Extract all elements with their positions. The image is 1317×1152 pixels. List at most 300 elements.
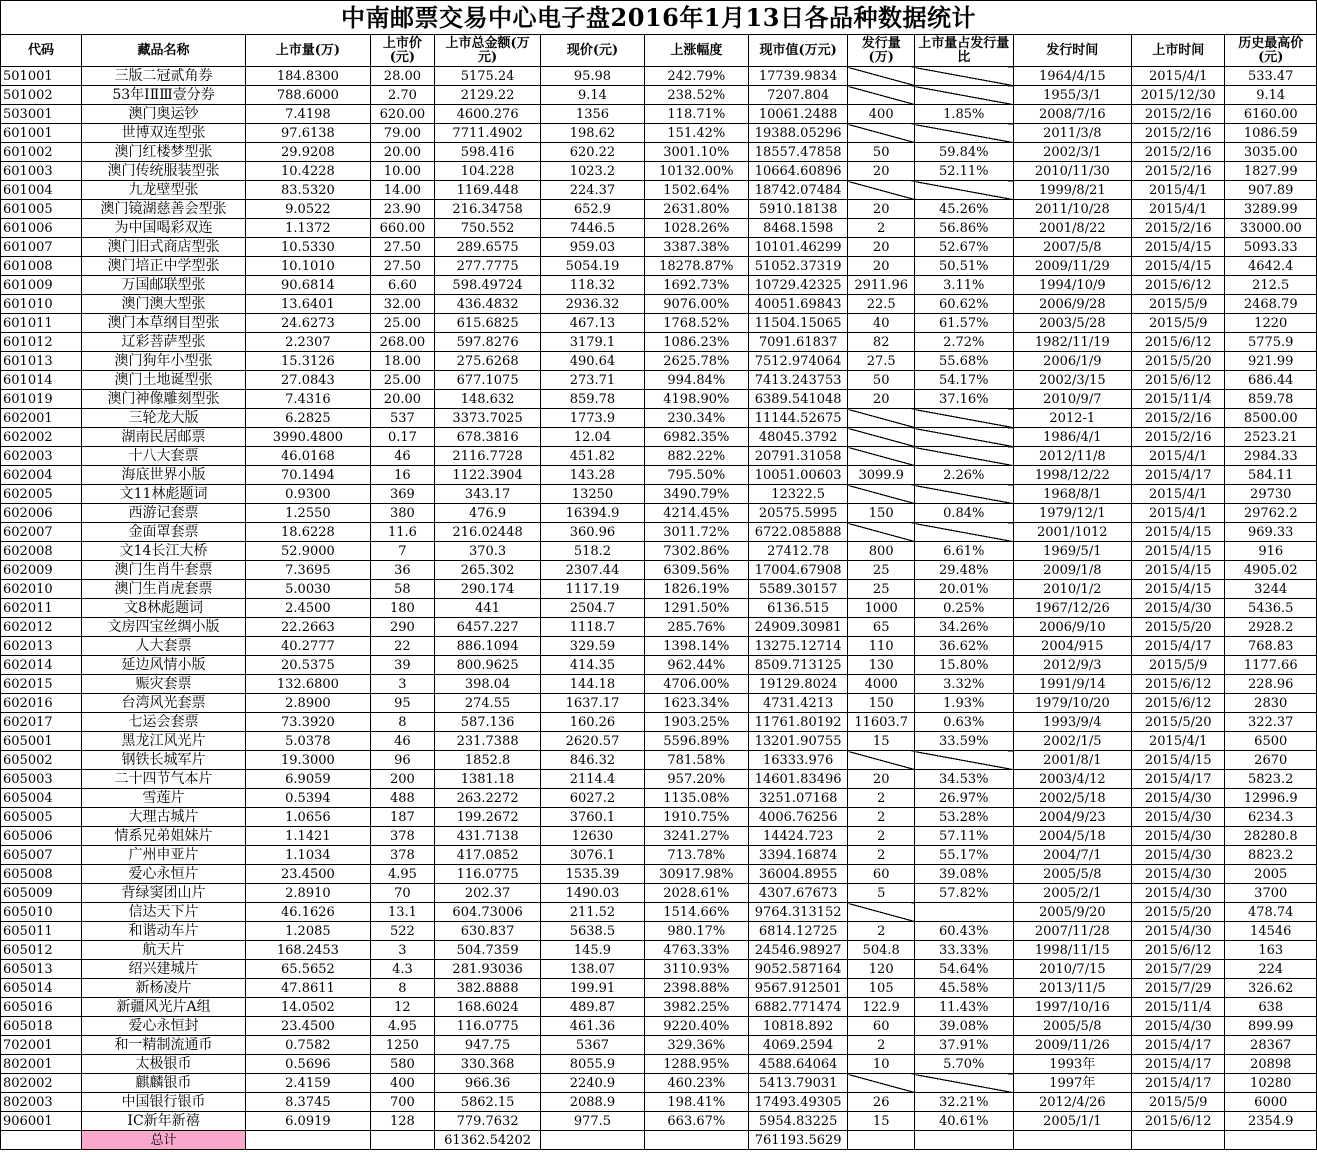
cell-listed-amount[interactable]: 476.9	[435, 504, 541, 523]
cell-listed-qty[interactable]: 18.6228	[246, 523, 371, 542]
cell-market-value[interactable]: 10729.42325	[748, 276, 848, 295]
cell-issue-qty[interactable]: 26	[848, 1093, 914, 1112]
cell-code[interactable]: 605006	[1, 827, 82, 846]
cell-hist-high[interactable]: 3289.99	[1225, 200, 1317, 219]
cell-issue-date[interactable]: 2005/1/1	[1013, 1112, 1131, 1131]
cell-rise[interactable]: 1768.52%	[644, 314, 748, 333]
cell-listed-price[interactable]: 8	[370, 979, 434, 998]
cell-market-value[interactable]: 19129.8024	[748, 675, 848, 694]
cell-current-price[interactable]: 2307.44	[541, 561, 645, 580]
cell-market-value[interactable]: 24546.98927	[748, 941, 848, 960]
cell-listing-date[interactable]: 2015/4/17	[1131, 466, 1224, 485]
cell-rise[interactable]: 9076.00%	[644, 295, 748, 314]
cell-current-price[interactable]: 6027.2	[541, 789, 645, 808]
cell-listed-ratio[interactable]: 34.26%	[914, 618, 1013, 637]
cell-issue-date[interactable]: 2006/9/10	[1013, 618, 1131, 637]
cell-listed-price[interactable]: 537	[370, 409, 434, 428]
cell-issue-qty[interactable]: 60	[848, 865, 914, 884]
cell-listed-amount[interactable]: 265.302	[435, 561, 541, 580]
cell-hist-high[interactable]: 6000	[1225, 1093, 1317, 1112]
cell-listed-amount[interactable]: 1122.3904	[435, 466, 541, 485]
cell-listed-amount[interactable]: 886.1094	[435, 637, 541, 656]
cell-market-value[interactable]: 40051.69843	[748, 295, 848, 314]
total-label[interactable]: 总计	[82, 1131, 246, 1150]
cell-listed-qty[interactable]: 1.2085	[246, 922, 371, 941]
cell-listed-price[interactable]: 32.00	[370, 295, 434, 314]
cell-rise[interactable]: 882.22%	[644, 447, 748, 466]
cell-listed-ratio[interactable]: 1.85%	[914, 105, 1013, 124]
cell-current-price[interactable]: 329.59	[541, 637, 645, 656]
cell-listed-qty[interactable]: 8.3745	[246, 1093, 371, 1112]
cell-listed-ratio[interactable]: 54.17%	[914, 371, 1013, 390]
cell-issue-qty[interactable]: 65	[848, 618, 914, 637]
cell-hist-high[interactable]: 1177.66	[1225, 656, 1317, 675]
cell-current-price[interactable]: 1117.19	[541, 580, 645, 599]
cell-listed-amount[interactable]: 370.3	[435, 542, 541, 561]
cell-listing-date[interactable]: 2015/6/12	[1131, 675, 1224, 694]
cell-issue-date[interactable]: 2009/1/8	[1013, 561, 1131, 580]
cell-code[interactable]: 605013	[1, 960, 82, 979]
cell-issue-date[interactable]: 2009/11/26	[1013, 1036, 1131, 1055]
cell-issue-qty[interactable]	[848, 903, 914, 922]
cell-current-price[interactable]: 144.18	[541, 675, 645, 694]
cell-listed-amount[interactable]: 615.6825	[435, 314, 541, 333]
cell-issue-qty[interactable]: 20	[848, 390, 914, 409]
cell-listing-date[interactable]: 2015/4/30	[1131, 846, 1224, 865]
cell-issue-qty[interactable]: 110	[848, 637, 914, 656]
cell-name[interactable]: 世博双连型张	[82, 124, 246, 143]
cell-issue-qty[interactable]	[848, 447, 914, 466]
cell-code[interactable]: 601007	[1, 238, 82, 257]
cell-hist-high[interactable]: 326.62	[1225, 979, 1317, 998]
cell-listed-qty[interactable]: 20.5375	[246, 656, 371, 675]
cell-issue-qty[interactable]: 400	[848, 105, 914, 124]
cell-listing-date[interactable]: 2015/6/12	[1131, 276, 1224, 295]
cell-listed-price[interactable]: 79.00	[370, 124, 434, 143]
cell-current-price[interactable]: 224.37	[541, 181, 645, 200]
total-cell[interactable]	[246, 1131, 371, 1150]
cell-name[interactable]: 文房四宝丝绸小版	[82, 618, 246, 637]
cell-listed-ratio[interactable]: 45.58%	[914, 979, 1013, 998]
cell-listed-qty[interactable]: 0.5696	[246, 1055, 371, 1074]
cell-listing-date[interactable]: 2015/4/1	[1131, 67, 1224, 86]
cell-hist-high[interactable]: 163	[1225, 941, 1317, 960]
cell-name[interactable]: IC新年新禧	[82, 1112, 246, 1131]
cell-name[interactable]: 钢铁长城军片	[82, 751, 246, 770]
cell-listed-ratio[interactable]: 56.86%	[914, 219, 1013, 238]
cell-hist-high[interactable]: 6160.00	[1225, 105, 1317, 124]
cell-hist-high[interactable]: 12996.9	[1225, 789, 1317, 808]
cell-listed-price[interactable]: 0.17	[370, 428, 434, 447]
cell-listed-amount[interactable]: 5175.24	[435, 67, 541, 86]
cell-listed-amount[interactable]: 343.17	[435, 485, 541, 504]
cell-listing-date[interactable]: 2015/4/1	[1131, 485, 1224, 504]
cell-current-price[interactable]: 13250	[541, 485, 645, 504]
cell-code[interactable]: 605011	[1, 922, 82, 941]
cell-listed-amount[interactable]: 966.36	[435, 1074, 541, 1093]
cell-issue-date[interactable]: 2012/9/3	[1013, 656, 1131, 675]
cell-issue-qty[interactable]: 800	[848, 542, 914, 561]
cell-issue-qty[interactable]: 150	[848, 694, 914, 713]
cell-listed-amount[interactable]: 2116.7728	[435, 447, 541, 466]
cell-listed-qty[interactable]: 6.9059	[246, 770, 371, 789]
cell-name[interactable]: 澳门狗年小型张	[82, 352, 246, 371]
cell-market-value[interactable]: 13201.90755	[748, 732, 848, 751]
cell-listed-amount[interactable]: 202.37	[435, 884, 541, 903]
cell-issue-qty[interactable]	[848, 751, 914, 770]
cell-hist-high[interactable]: 2984.33	[1225, 447, 1317, 466]
cell-name[interactable]: 雪莲片	[82, 789, 246, 808]
cell-listing-date[interactable]: 2015/5/9	[1131, 295, 1224, 314]
cell-hist-high[interactable]: 1220	[1225, 314, 1317, 333]
cell-hist-high[interactable]: 322.37	[1225, 713, 1317, 732]
cell-listed-ratio[interactable]: 32.21%	[914, 1093, 1013, 1112]
cell-listed-qty[interactable]: 1.1034	[246, 846, 371, 865]
cell-current-price[interactable]: 2504.7	[541, 599, 645, 618]
cell-name[interactable]: 九龙壁型张	[82, 181, 246, 200]
cell-market-value[interactable]: 11504.15065	[748, 314, 848, 333]
cell-code[interactable]: 605009	[1, 884, 82, 903]
cell-code[interactable]: 601014	[1, 371, 82, 390]
cell-current-price[interactable]: 490.64	[541, 352, 645, 371]
cell-hist-high[interactable]: 212.5	[1225, 276, 1317, 295]
cell-listed-price[interactable]: 22	[370, 637, 434, 656]
cell-hist-high[interactable]: 584.11	[1225, 466, 1317, 485]
cell-listed-qty[interactable]: 10.1010	[246, 257, 371, 276]
cell-listing-date[interactable]: 2015/6/12	[1131, 333, 1224, 352]
cell-hist-high[interactable]: 228.96	[1225, 675, 1317, 694]
cell-listing-date[interactable]: 2015/4/17	[1131, 1036, 1224, 1055]
cell-name[interactable]: 广州申亚片	[82, 846, 246, 865]
cell-listed-price[interactable]: 27.50	[370, 257, 434, 276]
cell-name[interactable]: 三轮龙大版	[82, 409, 246, 428]
cell-issue-qty[interactable]: 130	[848, 656, 914, 675]
cell-hist-high[interactable]: 969.33	[1225, 523, 1317, 542]
cell-issue-qty[interactable]: 150	[848, 504, 914, 523]
cell-hist-high[interactable]: 9.14	[1225, 86, 1317, 105]
cell-listed-qty[interactable]: 22.2663	[246, 618, 371, 637]
cell-listed-ratio[interactable]: 57.82%	[914, 884, 1013, 903]
cell-listing-date[interactable]: 2015/4/15	[1131, 580, 1224, 599]
cell-rise[interactable]: 2028.61%	[644, 884, 748, 903]
cell-issue-date[interactable]: 2008/7/16	[1013, 105, 1131, 124]
cell-rise[interactable]: 460.23%	[644, 1074, 748, 1093]
cell-listing-date[interactable]: 2015/4/17	[1131, 637, 1224, 656]
cell-current-price[interactable]: 160.26	[541, 713, 645, 732]
cell-code[interactable]: 605007	[1, 846, 82, 865]
cell-hist-high[interactable]: 2468.79	[1225, 295, 1317, 314]
cell-listed-price[interactable]: 378	[370, 827, 434, 846]
cell-listed-price[interactable]: 10.00	[370, 162, 434, 181]
cell-listed-qty[interactable]: 6.2825	[246, 409, 371, 428]
cell-rise[interactable]: 4763.33%	[644, 941, 748, 960]
cell-listed-amount[interactable]: 289.6575	[435, 238, 541, 257]
cell-listed-ratio[interactable]: 36.62%	[914, 637, 1013, 656]
cell-market-value[interactable]: 6136.515	[748, 599, 848, 618]
cell-hist-high[interactable]: 1086.59	[1225, 124, 1317, 143]
cell-listed-qty[interactable]: 10.4228	[246, 162, 371, 181]
cell-listed-qty[interactable]: 14.0502	[246, 998, 371, 1017]
cell-hist-high[interactable]: 14546	[1225, 922, 1317, 941]
cell-issue-date[interactable]: 1997年	[1013, 1074, 1131, 1093]
cell-name[interactable]: 航天片	[82, 941, 246, 960]
cell-issue-date[interactable]: 2001/8/1	[1013, 751, 1131, 770]
cell-rise[interactable]: 4706.00%	[644, 675, 748, 694]
header-issue-date[interactable]: 发行时间	[1013, 35, 1131, 67]
cell-name[interactable]: 爱心永恒封	[82, 1017, 246, 1036]
cell-listed-ratio[interactable]: 60.43%	[914, 922, 1013, 941]
cell-issue-date[interactable]: 2007/11/28	[1013, 922, 1131, 941]
cell-listed-qty[interactable]: 70.1494	[246, 466, 371, 485]
cell-listed-amount[interactable]: 168.6024	[435, 998, 541, 1017]
cell-issue-qty[interactable]	[848, 409, 914, 428]
cell-listed-price[interactable]: 36	[370, 561, 434, 580]
cell-rise[interactable]: 1398.14%	[644, 637, 748, 656]
cell-rise[interactable]: 2398.88%	[644, 979, 748, 998]
cell-rise[interactable]: 30917.98%	[644, 865, 748, 884]
cell-code[interactable]: 601011	[1, 314, 82, 333]
cell-market-value[interactable]: 20791.31058	[748, 447, 848, 466]
cell-hist-high[interactable]: 10280	[1225, 1074, 1317, 1093]
cell-listed-amount[interactable]: 382.8888	[435, 979, 541, 998]
cell-rise[interactable]: 962.44%	[644, 656, 748, 675]
cell-rise[interactable]: 7302.86%	[644, 542, 748, 561]
cell-current-price[interactable]: 959.03	[541, 238, 645, 257]
cell-listing-date[interactable]: 2015/2/16	[1131, 219, 1224, 238]
cell-name[interactable]: 澳门镜湖慈善会型张	[82, 200, 246, 219]
cell-current-price[interactable]: 8055.9	[541, 1055, 645, 1074]
cell-issue-date[interactable]: 1968/8/1	[1013, 485, 1131, 504]
cell-listed-ratio[interactable]: 33.33%	[914, 941, 1013, 960]
cell-listed-ratio[interactable]	[914, 447, 1013, 466]
cell-current-price[interactable]: 489.87	[541, 998, 645, 1017]
cell-listing-date[interactable]: 2015/4/30	[1131, 827, 1224, 846]
cell-issue-date[interactable]: 2001/1012	[1013, 523, 1131, 542]
cell-listed-amount[interactable]: 436.4832	[435, 295, 541, 314]
cell-name[interactable]: 澳门生肖虎套票	[82, 580, 246, 599]
cell-listed-price[interactable]: 128	[370, 1112, 434, 1131]
cell-issue-qty[interactable]	[848, 485, 914, 504]
cell-market-value[interactable]: 20575.5995	[748, 504, 848, 523]
cell-listed-ratio[interactable]: 20.01%	[914, 580, 1013, 599]
cell-listed-ratio[interactable]: 57.11%	[914, 827, 1013, 846]
cell-listed-amount[interactable]: 1852.8	[435, 751, 541, 770]
cell-market-value[interactable]: 6814.12725	[748, 922, 848, 941]
cell-code[interactable]: 605004	[1, 789, 82, 808]
cell-listed-ratio[interactable]: 53.28%	[914, 808, 1013, 827]
cell-rise[interactable]: 1291.50%	[644, 599, 748, 618]
cell-listed-qty[interactable]: 0.7582	[246, 1036, 371, 1055]
cell-listed-amount[interactable]: 2129.22	[435, 86, 541, 105]
cell-rise[interactable]: 6982.35%	[644, 428, 748, 447]
cell-rise[interactable]: 980.17%	[644, 922, 748, 941]
cell-issue-qty[interactable]: 40	[848, 314, 914, 333]
cell-issue-qty[interactable]: 3099.9	[848, 466, 914, 485]
cell-listing-date[interactable]: 2015/4/15	[1131, 542, 1224, 561]
cell-listed-qty[interactable]: 73.3920	[246, 713, 371, 732]
cell-listed-ratio[interactable]	[914, 485, 1013, 504]
cell-listed-price[interactable]: 95	[370, 694, 434, 713]
cell-issue-date[interactable]: 1955/3/1	[1013, 86, 1131, 105]
cell-listed-qty[interactable]: 6.0919	[246, 1112, 371, 1131]
cell-current-price[interactable]: 2240.9	[541, 1074, 645, 1093]
cell-issue-qty[interactable]: 25	[848, 561, 914, 580]
cell-listed-amount[interactable]: 7711.4902	[435, 124, 541, 143]
cell-name[interactable]: 延边风情小版	[82, 656, 246, 675]
cell-market-value[interactable]: 10061.2488	[748, 105, 848, 124]
cell-listed-price[interactable]: 23.90	[370, 200, 434, 219]
cell-listed-qty[interactable]: 0.5394	[246, 789, 371, 808]
cell-listed-ratio[interactable]: 45.26%	[914, 200, 1013, 219]
cell-listing-date[interactable]: 2015/2/16	[1131, 143, 1224, 162]
cell-rise[interactable]: 1135.08%	[644, 789, 748, 808]
cell-listing-date[interactable]: 2015/5/9	[1131, 656, 1224, 675]
cell-listed-price[interactable]: 27.50	[370, 238, 434, 257]
cell-listing-date[interactable]: 2015/4/1	[1131, 504, 1224, 523]
cell-market-value[interactable]: 8509.713125	[748, 656, 848, 675]
cell-code[interactable]: 501002	[1, 86, 82, 105]
cell-listed-amount[interactable]: 216.02448	[435, 523, 541, 542]
cell-listed-ratio[interactable]: 39.08%	[914, 1017, 1013, 1036]
cell-code[interactable]: 601002	[1, 143, 82, 162]
cell-market-value[interactable]: 7207.804	[748, 86, 848, 105]
cell-current-price[interactable]: 2088.9	[541, 1093, 645, 1112]
cell-listed-price[interactable]: 290	[370, 618, 434, 637]
cell-rise[interactable]: 198.41%	[644, 1093, 748, 1112]
cell-code[interactable]: 802003	[1, 1093, 82, 1112]
cell-listing-date[interactable]: 2015/5/20	[1131, 713, 1224, 732]
cell-name[interactable]: 二十四节气本片	[82, 770, 246, 789]
cell-code[interactable]: 601004	[1, 181, 82, 200]
cell-listed-qty[interactable]: 9.0522	[246, 200, 371, 219]
cell-rise[interactable]: 1692.73%	[644, 276, 748, 295]
cell-rise[interactable]: 994.84%	[644, 371, 748, 390]
cell-issue-date[interactable]: 1994/10/9	[1013, 276, 1131, 295]
cell-hist-high[interactable]: 5093.33	[1225, 238, 1317, 257]
cell-code[interactable]: 602012	[1, 618, 82, 637]
cell-listed-qty[interactable]: 168.2453	[246, 941, 371, 960]
cell-listing-date[interactable]: 2015/4/1	[1131, 732, 1224, 751]
cell-current-price[interactable]: 859.78	[541, 390, 645, 409]
cell-market-value[interactable]: 5954.83225	[748, 1112, 848, 1131]
cell-hist-high[interactable]: 3244	[1225, 580, 1317, 599]
cell-listed-price[interactable]: 25.00	[370, 371, 434, 390]
cell-issue-qty[interactable]: 1000	[848, 599, 914, 618]
cell-issue-date[interactable]: 2010/11/30	[1013, 162, 1131, 181]
cell-listing-date[interactable]: 2015/5/20	[1131, 352, 1224, 371]
cell-listed-price[interactable]: 3	[370, 941, 434, 960]
cell-name[interactable]: 辽彩菩萨型张	[82, 333, 246, 352]
cell-listed-price[interactable]: 70	[370, 884, 434, 903]
cell-code[interactable]: 605008	[1, 865, 82, 884]
cell-name[interactable]: 湖南民居邮票	[82, 428, 246, 447]
cell-hist-high[interactable]: 638	[1225, 998, 1317, 1017]
cell-code[interactable]: 602008	[1, 542, 82, 561]
cell-issue-qty[interactable]: 2	[848, 1036, 914, 1055]
cell-listed-ratio[interactable]: 34.53%	[914, 770, 1013, 789]
cell-issue-date[interactable]: 1997/10/16	[1013, 998, 1131, 1017]
cell-issue-date[interactable]: 2005/5/8	[1013, 865, 1131, 884]
cell-listing-date[interactable]: 2015/4/30	[1131, 789, 1224, 808]
cell-current-price[interactable]: 652.9	[541, 200, 645, 219]
cell-current-price[interactable]: 12.04	[541, 428, 645, 447]
cell-current-price[interactable]: 1535.39	[541, 865, 645, 884]
cell-current-price[interactable]: 199.91	[541, 979, 645, 998]
cell-code[interactable]: 602002	[1, 428, 82, 447]
total-market-value[interactable]: 761193.5629	[748, 1131, 848, 1150]
cell-rise[interactable]: 3490.79%	[644, 485, 748, 504]
cell-listed-qty[interactable]: 1.1372	[246, 219, 371, 238]
cell-listed-qty[interactable]: 90.6814	[246, 276, 371, 295]
cell-current-price[interactable]: 16394.9	[541, 504, 645, 523]
cell-listed-qty[interactable]: 7.4316	[246, 390, 371, 409]
total-code-cell[interactable]	[1, 1131, 82, 1150]
cell-rise[interactable]: 663.67%	[644, 1112, 748, 1131]
cell-listed-ratio[interactable]: 29.48%	[914, 561, 1013, 580]
cell-issue-date[interactable]: 2002/3/1	[1013, 143, 1131, 162]
cell-listed-amount[interactable]: 277.7775	[435, 257, 541, 276]
cell-current-price[interactable]: 2114.4	[541, 770, 645, 789]
cell-issue-date[interactable]: 1986/4/1	[1013, 428, 1131, 447]
cell-issue-qty[interactable]	[848, 86, 914, 105]
cell-rise[interactable]: 118.71%	[644, 105, 748, 124]
cell-listed-price[interactable]: 2.70	[370, 86, 434, 105]
cell-hist-high[interactable]: 6500	[1225, 732, 1317, 751]
cell-issue-qty[interactable]: 50	[848, 143, 914, 162]
cell-issue-date[interactable]: 2002/1/5	[1013, 732, 1131, 751]
cell-rise[interactable]: 10132.00%	[644, 162, 748, 181]
cell-current-price[interactable]: 3179.1	[541, 333, 645, 352]
cell-listed-amount[interactable]: 604.73006	[435, 903, 541, 922]
cell-listing-date[interactable]: 2015/2/16	[1131, 409, 1224, 428]
cell-hist-high[interactable]: 907.89	[1225, 181, 1317, 200]
header-current-price[interactable]: 现价(元)	[541, 35, 645, 67]
cell-listed-amount[interactable]: 750.552	[435, 219, 541, 238]
cell-listing-date[interactable]: 2015/4/15	[1131, 257, 1224, 276]
cell-rise[interactable]: 9220.40%	[644, 1017, 748, 1036]
cell-listed-ratio[interactable]: 54.64%	[914, 960, 1013, 979]
cell-name[interactable]: 背绿窦团山片	[82, 884, 246, 903]
cell-code[interactable]: 602014	[1, 656, 82, 675]
cell-listing-date[interactable]: 2015/12/30	[1131, 86, 1224, 105]
cell-listed-price[interactable]: 46	[370, 447, 434, 466]
cell-code[interactable]: 602016	[1, 694, 82, 713]
cell-listed-price[interactable]: 13.1	[370, 903, 434, 922]
cell-current-price[interactable]: 414.35	[541, 656, 645, 675]
cell-code[interactable]: 605014	[1, 979, 82, 998]
cell-listed-price[interactable]: 380	[370, 504, 434, 523]
cell-hist-high[interactable]: 1827.99	[1225, 162, 1317, 181]
cell-listed-qty[interactable]: 46.1626	[246, 903, 371, 922]
cell-listed-amount[interactable]: 587.136	[435, 713, 541, 732]
cell-issue-date[interactable]: 2002/3/15	[1013, 371, 1131, 390]
cell-listed-qty[interactable]: 0.9300	[246, 485, 371, 504]
cell-name[interactable]: 西游记套票	[82, 504, 246, 523]
cell-rise[interactable]: 1502.64%	[644, 181, 748, 200]
cell-market-value[interactable]: 18742.07484	[748, 181, 848, 200]
cell-listed-qty[interactable]: 1.1421	[246, 827, 371, 846]
cell-hist-high[interactable]: 768.83	[1225, 637, 1317, 656]
cell-name[interactable]: 麒麟银币	[82, 1074, 246, 1093]
cell-listed-amount[interactable]: 504.7359	[435, 941, 541, 960]
total-cell[interactable]	[1225, 1131, 1317, 1150]
cell-listing-date[interactable]: 2015/11/4	[1131, 390, 1224, 409]
cell-current-price[interactable]: 3076.1	[541, 846, 645, 865]
cell-listing-date[interactable]: 2015/4/17	[1131, 1055, 1224, 1074]
cell-issue-qty[interactable]: 2	[848, 808, 914, 827]
cell-code[interactable]: 601013	[1, 352, 82, 371]
cell-issue-qty[interactable]: 82	[848, 333, 914, 352]
